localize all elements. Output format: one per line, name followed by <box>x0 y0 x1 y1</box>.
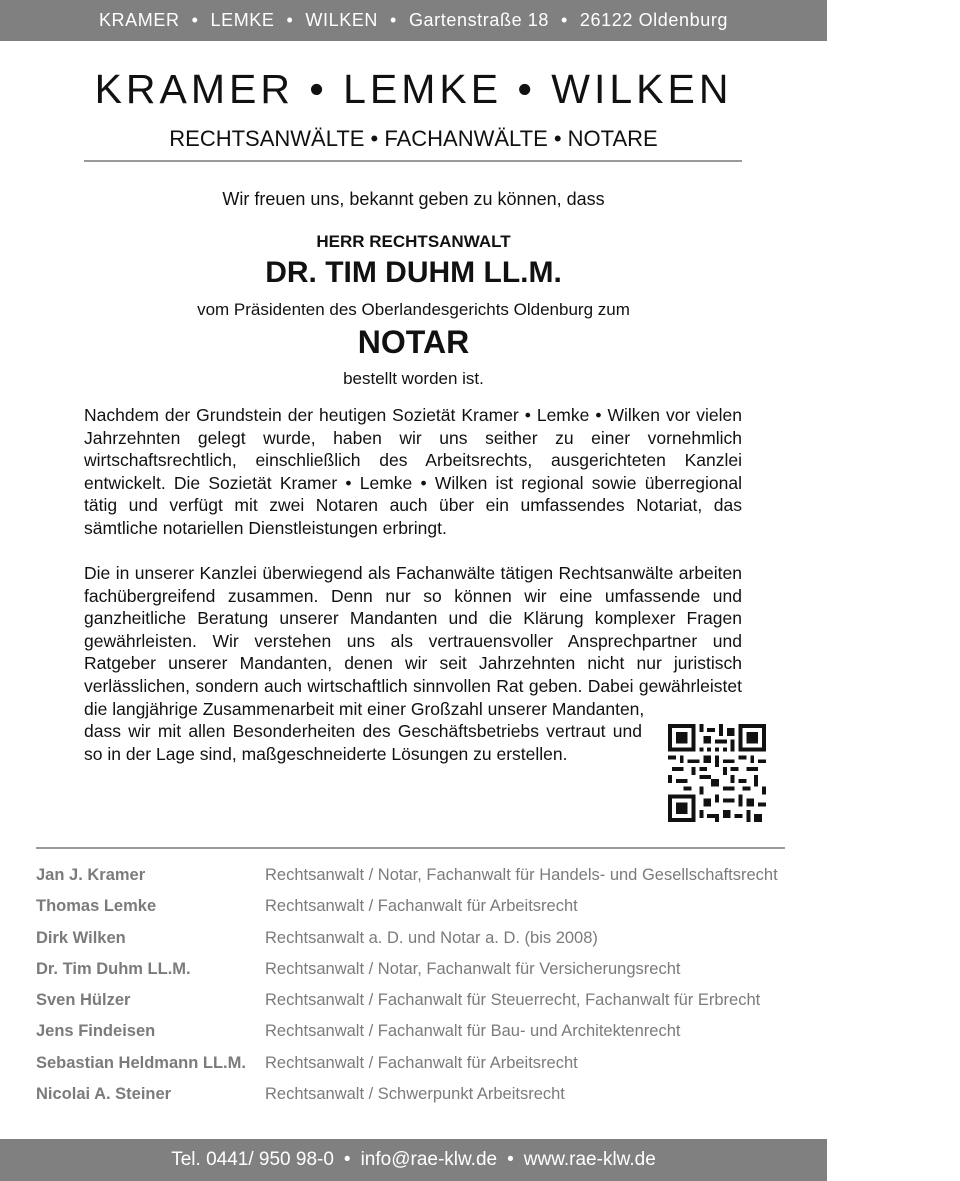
header-separator: • <box>561 10 568 30</box>
team-member-role: Rechtsanwalt / Notar, Fachanwalt für Handels- und Gesellschaftsrecht <box>265 866 778 884</box>
divider-top <box>84 160 742 162</box>
team-member-role: Rechtsanwalt / Schwerpunkt Arbeitsrecht <box>265 1085 565 1104</box>
team-member-name: Thomas Lemke <box>36 897 157 916</box>
team-member-row <box>36 864 796 895</box>
team-member-name: Dr. Tim Duhm LL.M. <box>36 959 191 978</box>
announcement-title: NOTAR <box>357 324 470 360</box>
announcement-honorific: HERR RECHTSANWALT <box>316 232 511 251</box>
header-separator: • <box>191 10 199 30</box>
team-member-name: Jan J. Kramer <box>36 866 146 884</box>
team-member-name: Jens Findeisen <box>36 1022 156 1041</box>
team-member-row <box>36 895 796 926</box>
team-member-role: Rechtsanwalt a. D. und Notar a. D. (bis 2008) <box>265 928 598 947</box>
team-member-name: Sven Hülzer <box>36 991 131 1010</box>
body-paragraph-2-end: dass wir mit allen Besonderheiten des Geschäftsbetriebs vertraut und so in der Lage sind, maßgeschneiderte Lösungen zu erstellen. <box>84 721 642 764</box>
header-separator: • <box>390 10 397 30</box>
firm-name: KRAMER • LEMKE • WILKEN <box>94 66 733 112</box>
qr-code-icon <box>668 724 766 822</box>
footer-separator: • <box>343 1149 351 1170</box>
announcement-intro: Wir freuen uns, bekannt geben zu können, dass <box>222 189 605 209</box>
header-bar <box>0 0 827 41</box>
team-member-row <box>36 1083 796 1114</box>
footer-email-link[interactable]: info@rae-klw.de <box>360 1149 498 1170</box>
team-member-row <box>36 1020 796 1051</box>
firm-subtitle: RECHTSANWÄLTE • FACHANWÄLTE • NOTARE <box>169 126 658 151</box>
announcement-by-line: vom Präsidenten des Oberlandesgerichts Oldenburg zum <box>197 300 630 319</box>
header-firm-kramer: KRAMER <box>98 10 180 30</box>
header-city: 26122 Oldenburg <box>579 10 729 30</box>
announcement-appointed: bestellt worden ist. <box>343 369 484 388</box>
header-separator: • <box>286 10 294 30</box>
team-member-role: Rechtsanwalt / Fachanwalt für Arbeitsrecht <box>265 897 578 916</box>
team-member-name: Nicolai A. Steiner <box>36 1085 172 1104</box>
header-street: Gartenstraße 18 <box>408 10 550 30</box>
team-member-row <box>36 1052 796 1083</box>
body-paragraph-2-main: Die in unserer Kanzlei überwiegend als Fachanwälte tätigen Rechtsanwälte arbeiten fachübergreifend zusammen. Denn nur so können wir eine umfassende und ganzheitliche Beratung unserer Mandanten und die Klärung komplexer Fragen gewährleisten. Wir verstehen uns als vertrauensvoller Ansprechpartner und Ratgeber unserer Mandanten, denen wir seit Jahrzehnten nicht nur juristisch verlässlichen, sondern auch wirtschaftlich sinnvollen Rat geben. Dabei gewährleistet die langjährige Zusammenarbeit mit einer Großzahl unserer Mandanten, <box>84 563 742 719</box>
footer-separator: • <box>507 1149 514 1170</box>
footer-website-link[interactable]: www.rae-klw.de <box>523 1149 656 1170</box>
team-member-role: Rechtsanwalt / Fachanwalt für Steuerrecht, Fachanwalt für Erbrecht <box>265 991 761 1010</box>
team-member-row <box>36 958 796 989</box>
header-firm-lemke: LEMKE <box>210 10 275 30</box>
team-member-name: Dirk Wilken <box>36 928 126 947</box>
team-member-role: Rechtsanwalt / Fachanwalt für Bau- und Architektenrecht <box>265 1022 681 1041</box>
body-paragraph-2 <box>84 562 742 765</box>
team-member-name: Sebastian Heldmann LL.M. <box>36 1053 246 1072</box>
team-member-role: Rechtsanwalt / Fachanwalt für Arbeitsrecht <box>265 1053 578 1072</box>
footer-bar <box>0 1139 827 1181</box>
team-member-row <box>36 989 796 1020</box>
footer-phone: Tel. 0441/ 950 98-0 <box>171 1149 334 1170</box>
team-member-role: Rechtsanwalt / Notar, Fachanwalt für Versicherungsrecht <box>265 959 681 978</box>
team-list <box>36 864 796 1114</box>
announcement-name: DR. TIM DUHM LL.M. <box>265 256 562 289</box>
header-firm-wilken: WILKEN <box>305 10 379 30</box>
team-member-row <box>36 927 796 958</box>
body-paragraph-1: Nachdem der Grundstein der heutigen Sozietät Kramer • Lemke • Wilken vor vielen Jahrzehnten gelegt wurde, haben wir uns seither zu einer vornehmlich wirtschaftsrechtlich, einschließlich des Arbeitsrechts, ausgerichteten Kanzlei entwickelt. Die Sozietät Kramer • Lemke • Wilken ist regional sowie überregional tätig und verfügt mit zwei Notaren auch über ein umfassendes Notariat, das sämtliche notariellen Dienstleistungen erbringt. <box>84 405 742 538</box>
divider-bottom <box>36 847 785 849</box>
